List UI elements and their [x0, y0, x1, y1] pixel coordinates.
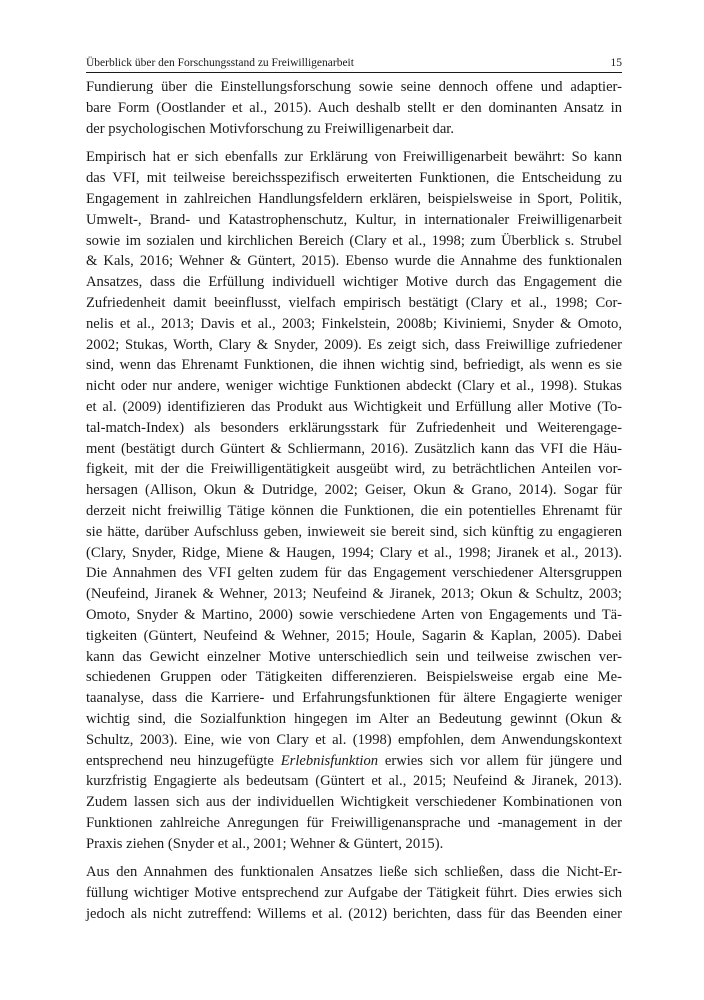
text-line: Funktionen zahlreiche Anregungen für Freiwilligenansprache und -management in der — [86, 814, 622, 831]
text-segment: erwies sich vor allem für jüngere und — [378, 752, 623, 769]
italic-term: Erlebnisfunktion — [280, 752, 379, 769]
text-line: Aus den Annahmen des funktionalen Ansatzes ließe sich schließen, dass die Nicht-Er- — [86, 864, 622, 881]
text-line: kurzfristig Engagierte als bedeutsam (Güntert et al., 2015; Neufeind & Jiranek, 2013). — [86, 773, 622, 790]
text-line: figkeit, mit der die Freiwilligentätigkeit ausgeübt wird, zu beträchtlichen Anteilen vor- — [86, 461, 622, 478]
text-line: füllung wichtiger Motive entsprechend zur Aufgabe der Tätigkeit führt. Dies erwies sich — [86, 885, 622, 902]
text-line: tal-match-Index) als besonders erklärungsstark für Zufriedenheit und Weiterengage- — [86, 419, 622, 436]
text-line: wichtig sind, die Sozialfunktion hingegen im Alter an Bedeutung gewinnt (Okun & — [86, 710, 622, 727]
text-line — [86, 751, 622, 772]
text-line: Die Annahmen des VFI gelten zudem für das Engagement verschiedener Altersgruppen — [86, 565, 622, 582]
text-line: sie hätte, darüber Aufschluss geben, inwieweit sie bereit sind, sich künftig zu engagieren — [86, 523, 622, 540]
text-line: derzeit nicht freiwillig Tätige können die Funktionen, die ein potentielles Ehrenamt für — [86, 502, 622, 519]
text-line: 2002; Stukas, Worth, Clary & Snyder, 2009). Es zeigt sich, dass Freiwillige zufriedener — [86, 336, 622, 353]
page-number: 15 — [610, 57, 622, 69]
text-line: Ansatzes, dass die Erfüllung individuell wichtiger Motive durch das Engagement die — [86, 274, 622, 291]
text-line: jedoch als nicht zutreffend: Willems et al. (2012) berichten, dass für das Beenden einer — [86, 906, 622, 923]
text-line: et al. (2009) identifizieren das Produkt aus Wichtigkeit und Erfüllung aller Motive (To- — [86, 398, 622, 415]
document-page — [86, 56, 622, 933]
text-line: sowie im sozialen und kirchlichen Bereich (Clary et al., 1998; zum Überblick s. Strubel — [86, 232, 622, 249]
text-line: Fundierung über die Einstellungsforschung sowie seine dennoch offene und adaptier- — [86, 79, 622, 95]
paragraph-1 — [86, 77, 622, 139]
text-line: Zufriedenheit damit beeinflusst, vielfach empirisch bestätigt (Clary et al., 1998; Cor- — [86, 294, 622, 311]
text-line: Empirisch hat er sich ebenfalls zur Erklärung von Freiwilligenarbeit bewährt: So kann — [86, 149, 622, 166]
header-title: Überblick über den Forschungsstand zu Freiwilligenarbeit — [86, 57, 354, 69]
text-line: (Neufeind, Jiranek & Wehner, 2013; Neufeind & Jiranek, 2013; Okun & Schultz, 2003; — [86, 586, 622, 603]
text-line: Umwelt-, Brand- und Katastrophenschutz, Kultur, in internationaler Freiwilligenarbeit — [86, 211, 622, 228]
text-line: sind, wenn das Ehrenamt Funktionen, die ihnen wichtig sind, befriedigt, als wenn es sie — [86, 357, 622, 374]
text-line: der psychologischen Motivforschung zu Freiwilligenarbeit dar. — [86, 120, 455, 137]
text-line: Engagement in zahlreichen Handlungsfeldern erklären, beispielsweise in Sport, Politik, — [86, 190, 622, 207]
text-line: ment (bestätigt durch Güntert & Schliermann, 2016). Zusätzlich kann das VFI die Häu- — [86, 440, 622, 457]
text-line: taanalyse, dass die Karriere- und Erfahrungsfunktionen für ältere Engagierte weniger — [86, 690, 622, 707]
text-line: (Clary, Snyder, Ridge, Miene & Haugen, 1994; Clary et al., 1998; Jiranek et al., 2013). — [86, 544, 622, 561]
text-line: Praxis ziehen (Snyder et al., 2001; Wehner & Güntert, 2015). — [86, 835, 444, 852]
text-line: & Kals, 2016; Wehner & Güntert, 2015). Ebenso wurde die Annahme des funktionalen — [86, 253, 622, 270]
text-line: nicht oder nur andere, weniger wichtige Funktionen abdeckt (Clary et al., 1998). Stukas — [86, 378, 622, 395]
text-line: tigkeiten (Güntert, Neufeind & Wehner, 2015; Houle, Sagarin & Kaplan, 2005). Dabei — [86, 627, 622, 644]
body-text — [86, 77, 622, 925]
paragraph-3 — [86, 862, 622, 924]
text-line: schiedenen Gruppen oder Tätigkeiten differenzieren. Beispielsweise ergab eine Me- — [86, 669, 622, 686]
running-header — [86, 56, 622, 73]
text-line: Omoto, Snyder & Martino, 2000) sowie verschiedene Arten von Engagements und Tä- — [86, 606, 622, 623]
text-segment: entsprechend neu hinzugefügte — [86, 752, 281, 769]
paragraph-2 — [86, 147, 622, 854]
text-line: kann das Gewicht einzelner Motive unterschiedlich sein und teilweise zwischen ver- — [86, 648, 622, 665]
text-line: Zudem lassen sich aus der individuellen Wichtigkeit verschiedener Kombinationen von — [86, 794, 622, 811]
text-line: nelis et al., 2013; Davis et al., 2003; Finkelstein, 2008b; Kiviniemi, Snyder & Omoto, — [86, 315, 622, 332]
text-line: bare Form (Oostlander et al., 2015). Auch deshalb stellt er den dominanten Ansatz in — [86, 99, 622, 116]
text-line: hersagen (Allison, Okun & Dutridge, 2002; Geiser, Okun & Grano, 2014). Sogar für — [86, 482, 622, 499]
text-line: das VFI, mit teilweise bereichsspezifisch erweiterten Funktionen, die Entscheidung zu — [86, 170, 622, 187]
text-line: Schultz, 2003). Eine, wie von Clary et al. (1998) empfohlen, dem Anwendungskontext — [86, 731, 622, 748]
